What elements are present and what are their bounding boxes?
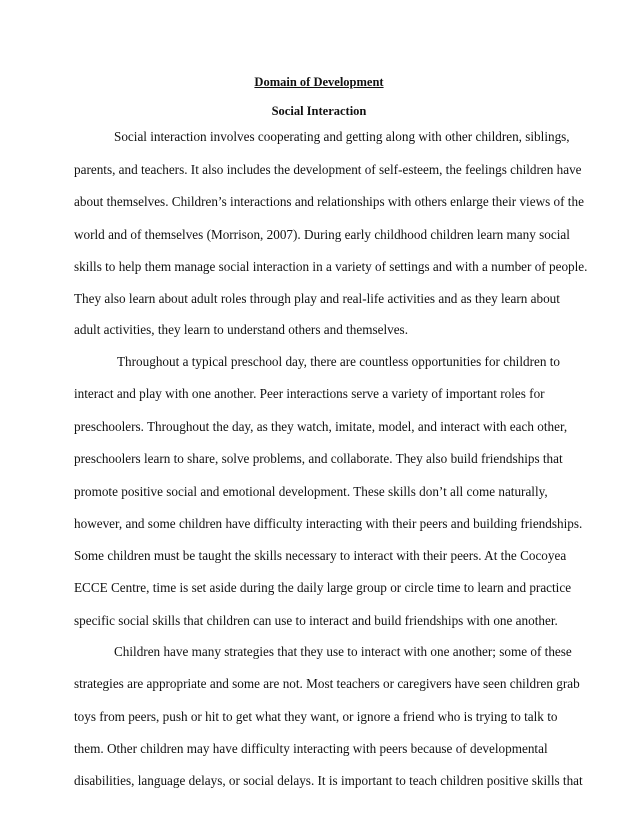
paragraph-line: Throughout a typical preschool day, there are countless opportunities for children to <box>117 354 560 369</box>
paragraph-line: promote positive social and emotional development. These skills don’t all come naturally, <box>74 484 548 499</box>
paragraph-line: They also learn about adult roles through play and real-life activities and as they learn about <box>74 291 560 306</box>
paragraph-line: parents, and teachers. It also includes the development of self-esteem, the feelings children have <box>74 162 582 177</box>
paragraph-line: Social interaction involves cooperating and getting along with other children, siblings, <box>114 129 570 144</box>
paragraph-line: specific social skills that children can use to interact and build friendships with one another. <box>74 613 558 628</box>
paragraph-line: preschoolers learn to share, solve problems, and collaborate. They also build friendships that <box>74 451 563 466</box>
section-heading: Social Interaction <box>271 104 367 118</box>
paragraph-line: ECCE Centre, time is set aside during the daily large group or circle time to learn and practice <box>74 580 572 595</box>
paragraph-line: however, and some children have difficulty interacting with their peers and building friendships. <box>74 516 583 531</box>
paragraph-line: skills to help them manage social interaction in a variety of settings and with a number of people. <box>74 259 588 274</box>
paragraph-line: disabilities, language delays, or social delays. It is important to teach children positive skills that <box>74 773 583 788</box>
paragraph-line: them. Other children may have difficulty interacting with peers because of developmental <box>74 741 548 756</box>
paragraph-line: preschoolers. Throughout the day, as they watch, imitate, model, and interact with each other, <box>74 419 568 434</box>
paragraph-line: world and of themselves (Morrison, 2007). During early childhood children learn many social <box>74 227 570 242</box>
paragraph-line: Children have many strategies that they use to interact with one another; some of these <box>114 644 572 659</box>
paragraph-line: interact and play with one another. Peer interactions serve a variety of important roles for <box>74 386 545 401</box>
paragraph-line: about themselves. Children’s interactions and relationships with others enlarge their views of the <box>74 194 584 209</box>
paragraph-line: adult activities, they learn to understand others and themselves. <box>74 322 408 337</box>
paragraph-line: strategies are appropriate and some are not. Most teachers or caregivers have seen children grab <box>74 676 580 691</box>
paragraph-line: Some children must be taught the skills necessary to interact with their peers. At the Cocoyea <box>74 548 567 563</box>
paragraph-line: toys from peers, push or hit to get what they want, or ignore a friend who is trying to talk to <box>74 709 558 724</box>
document-title: Domain of Development <box>254 75 384 89</box>
